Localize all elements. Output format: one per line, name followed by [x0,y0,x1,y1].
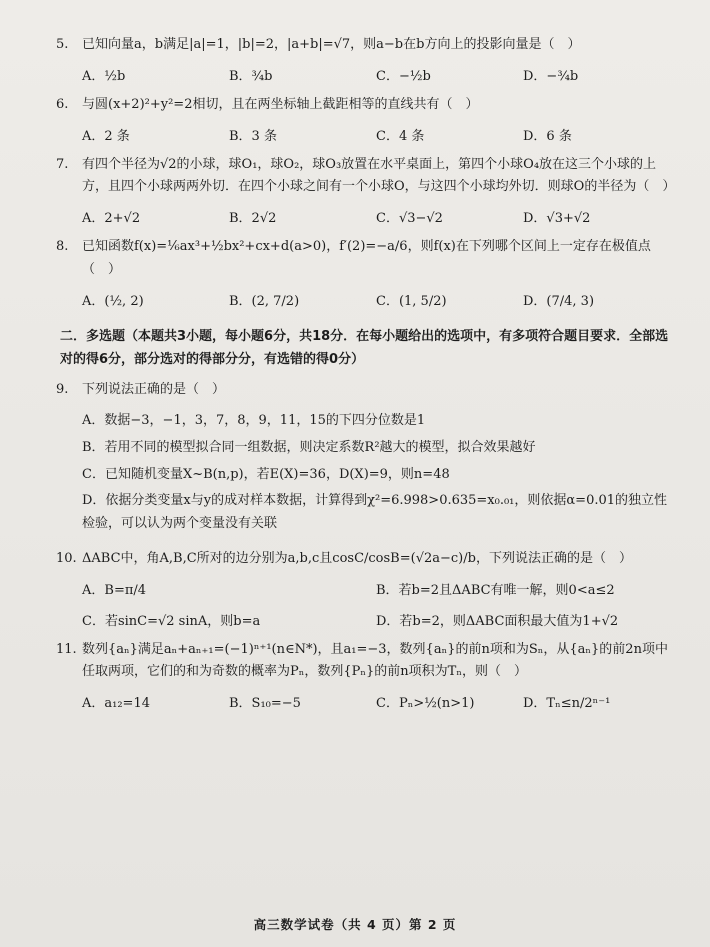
page-footer: 高三数学试卷（共 4 页）第 2 页 [253,917,457,932]
options-grid [82,579,670,629]
option-c: C．若sinC=√2 sinA，则b=a [82,613,261,629]
question-number: 10. [56,550,77,566]
options-row [82,207,670,226]
question-8 [56,236,670,282]
question-6 [56,94,670,117]
option-b: B．2√2 [229,211,277,226]
question-10 [56,548,670,571]
question-text: 已知向量a，b满足|a|=1，|b|=2，|a+b|=√7，则a−b在b方向上的投影向量是（ ） [82,37,581,52]
option-d: D．(7/4, 3) [523,293,595,309]
options-row [82,65,670,84]
option-b: B．若用不同的模型拟合同一组数据，则决定系数R²越大的模型，拟合效果越好 [82,439,536,455]
option-a: A．a₁₂=14 [82,696,150,712]
option-d: D．若b=2，则ΔABC面积最大值为1+√2 [376,613,619,629]
option-d: D．√3+√2 [523,211,591,226]
section-heading-multiple-choice: 二．多选题（本题共3小题，每小题6分，共18分．在每小题给出的选项中，有多项符合题目要求．全部选对的得6分，部分选对的得部分分，有选错的得0分） [60,328,669,367]
question-7 [56,154,676,200]
options-row [82,692,670,711]
question-text: ΔABC中，角A,B,C所对的边分别为a,b,c且cosC/cosB=(√2a−c)/b，下列说法正确的是（ ） [82,550,632,566]
option-c: C．(1, 5/2) [376,293,447,309]
question-text: 下列说法正确的是（ ） [82,382,226,398]
option-a: A．B=π/4 [82,582,147,598]
question-text: 与圆(x+2)²+y²=2相切，且在两坐标轴上截距相等的直线共有（ ） [82,96,479,112]
option-b: B．S₁₀=−5 [229,696,301,712]
question-number: 9. [56,382,69,398]
option-b: B．3 条 [229,128,277,144]
question-number: 6. [56,96,69,112]
option-c: C．4 条 [376,128,425,144]
option-c: C．已知随机变量X~B(n,p)，若E(X)=36，D(X)=9，则n=48 [82,466,450,482]
question-9 [56,379,670,402]
option-d: D．6 条 [523,128,572,144]
question-text: 数列{aₙ}满足aₙ+aₙ₊₁=(−1)ⁿ⁺¹(n∈N*)，且a₁=−3，数列{aₙ}的前n项和为Sₙ，从{aₙ}的前2n项中任取两项，它们的和为奇数的概率为Pₙ，数列{Pₙ}的前n项积为Tₙ，则（ ） [82,641,668,680]
option-a: A．2+√2 [82,211,141,226]
option-d: D．依据分类变量x与y的成对样本数据，计算得到χ²=6.998>0.635=x₀.₀₁，则依据α=0.01的独立性检验，可以认为两个变量没有关联 [82,493,668,532]
option-a: A．数据−3，−1，3，7，8，9，11，15的下四分位数是1 [82,413,426,429]
question-11 [56,639,670,685]
option-b: B．若b=2且ΔABC有唯一解，则0<a≤2 [376,582,615,598]
option-c: C．−½b [376,68,431,84]
options-row [82,125,670,144]
option-d: D．−¾b [523,68,579,84]
option-c: C．√3−√2 [376,211,443,226]
options-row [82,290,670,309]
question-5 [56,34,670,57]
option-d: D．Tₙ≤n/2ⁿ⁻¹ [523,696,611,712]
option-c: C．Pₙ>½(n>1) [376,696,475,712]
option-b: B．¾b [229,68,273,84]
question-number: 11. [56,641,77,657]
option-a: A．½b [82,68,126,84]
question-number: 7. [56,156,69,172]
option-b: B．(2, 7/2) [229,293,300,309]
option-a: A．2 条 [82,128,130,144]
question-number: 8. [56,239,69,254]
question-number: 5. [56,37,69,52]
question-text: 已知函数f(x)=⅙ax³+½bx²+cx+d(a>0)，f′(2)=−a/6，则f(x)在下列哪个区间上一定存在极值点（ ） [82,239,651,277]
option-a: A．(½, 2) [82,293,144,309]
question-text: 有四个半径为√2的小球，球O₁，球O₂，球O₃放置在水平桌面上，第四个小球O₄放在这三个小球的上方，且四个小球两两外切．在四个小球之间有一个小球O，与这四个小球均外切．则球O的半径为（ ） [82,156,676,195]
